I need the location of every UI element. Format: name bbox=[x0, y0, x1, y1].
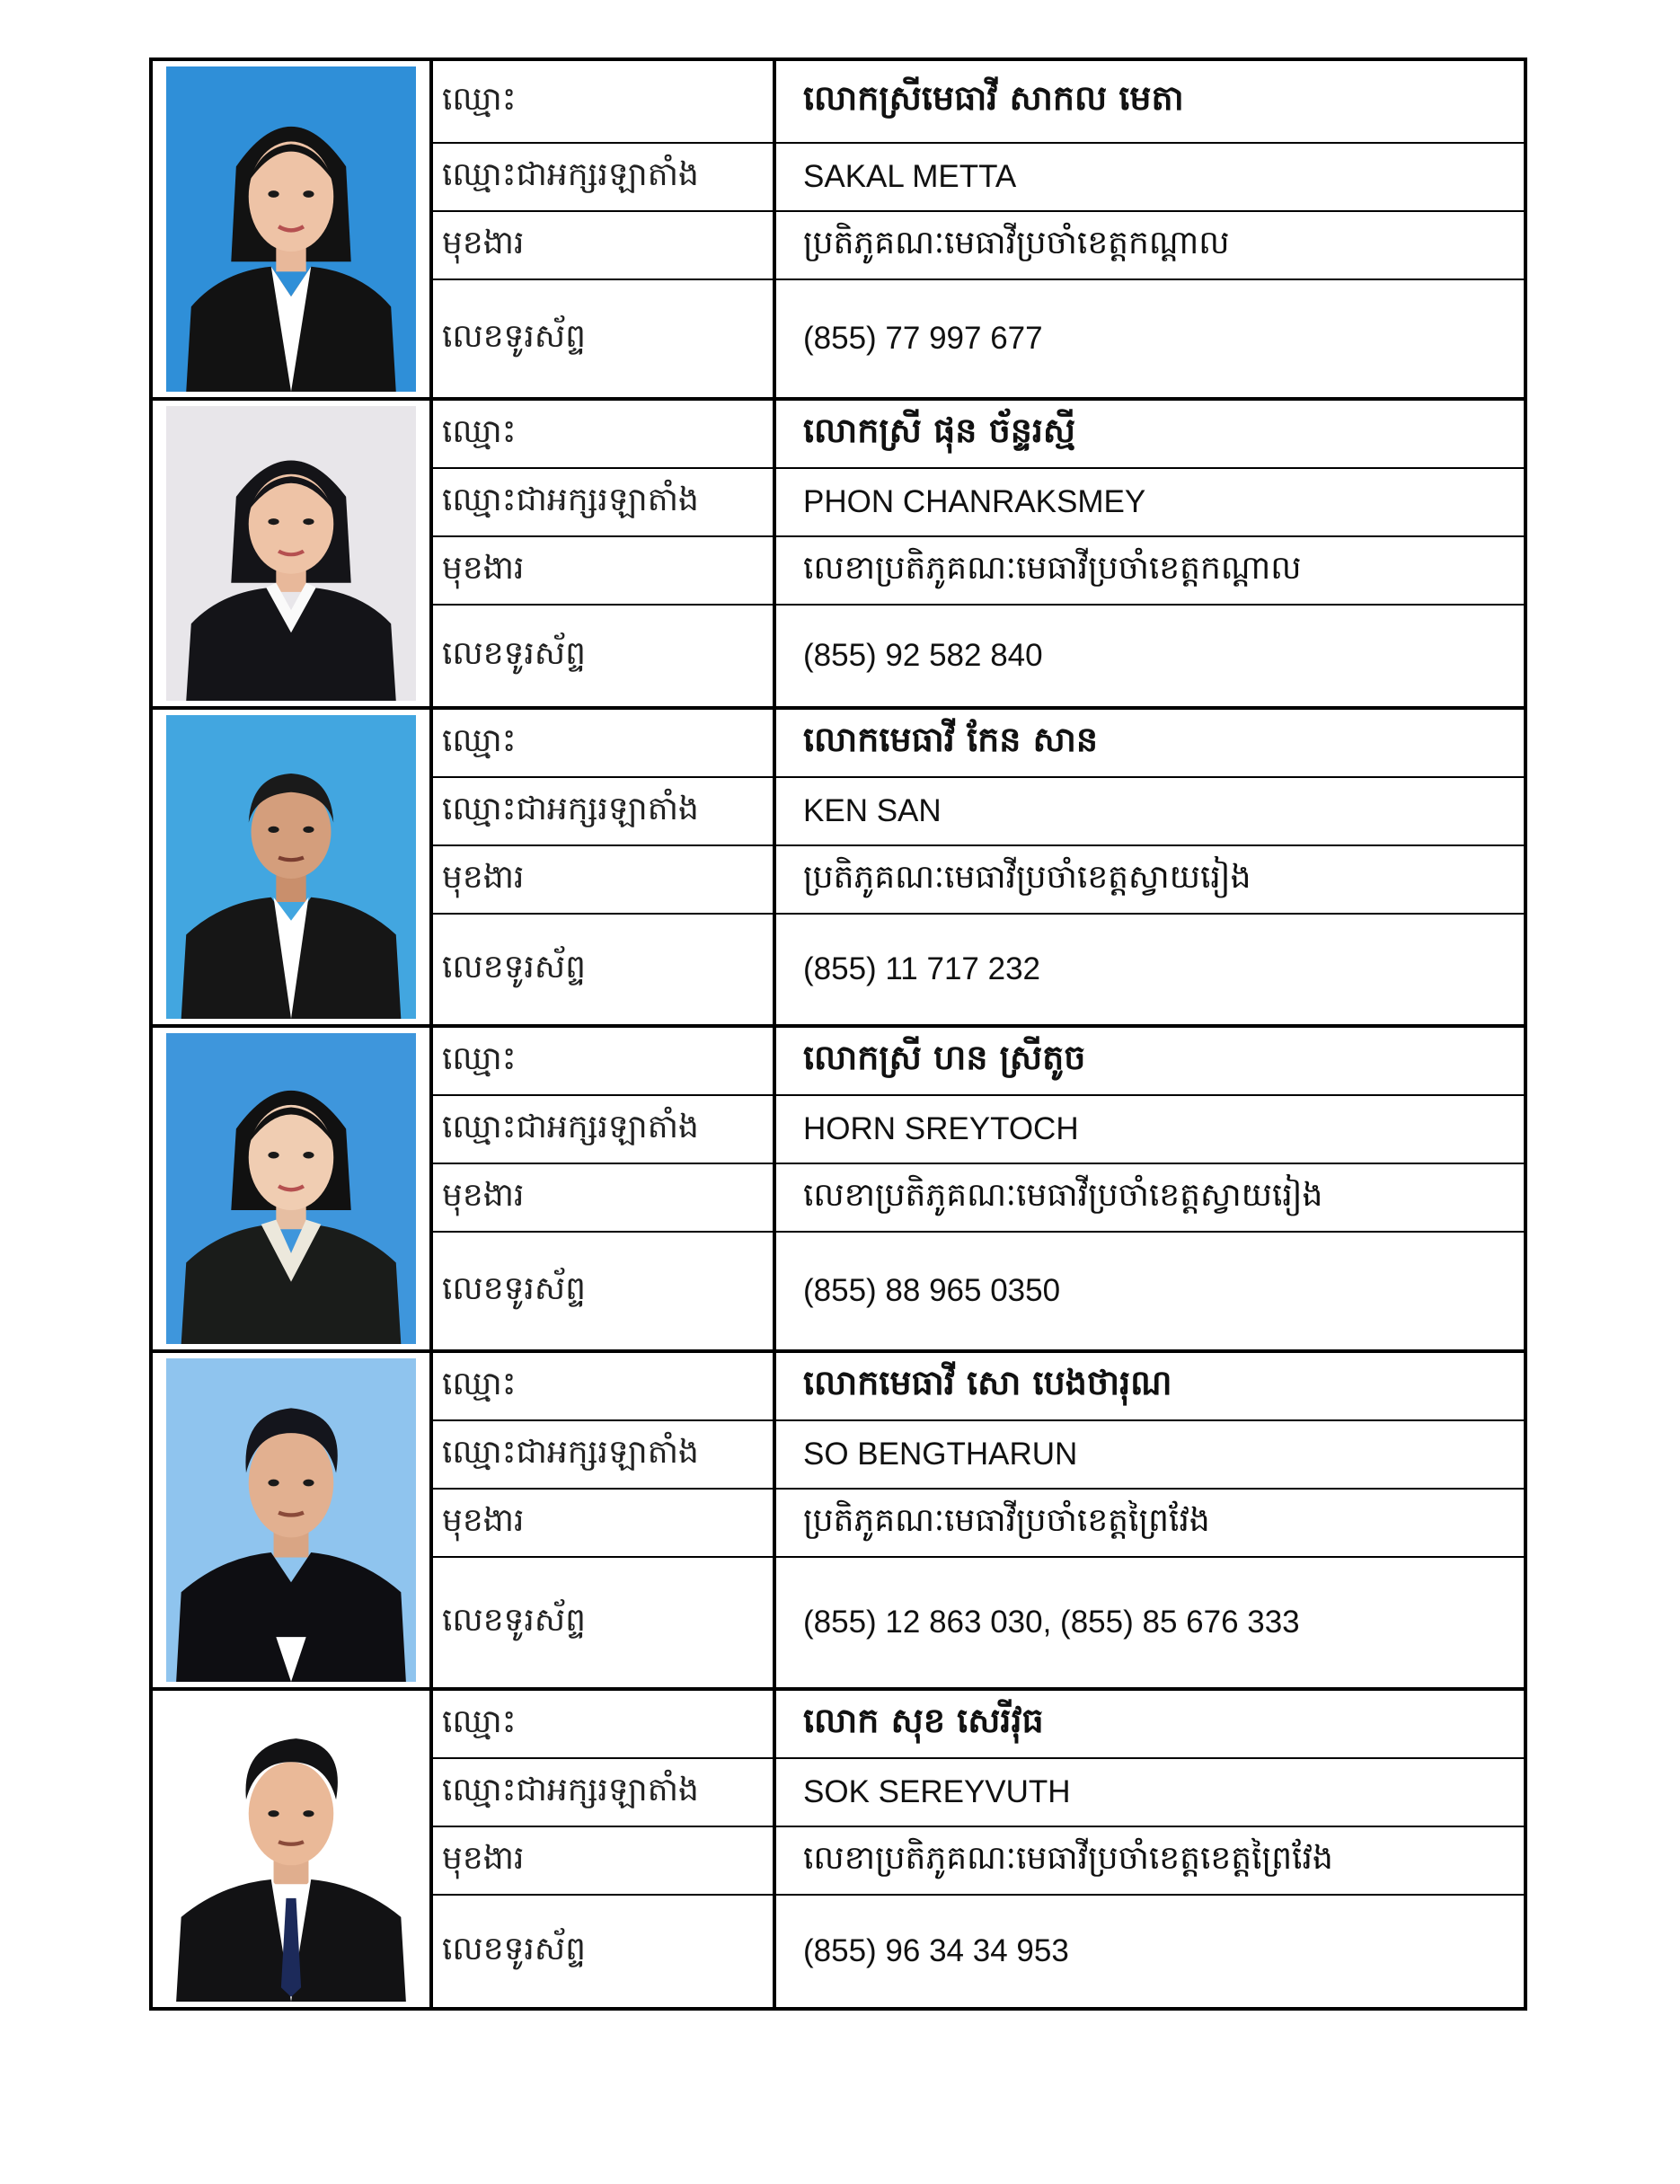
record-fields bbox=[433, 710, 1524, 1024]
position-value: ប្រតិភូគណៈមេធាវីប្រចាំខេត្តកណ្តាល bbox=[803, 224, 1230, 261]
phone-value[interactable]: (855) 11 717 232 bbox=[803, 951, 1041, 986]
photo-cell bbox=[153, 1028, 433, 1349]
record-fields bbox=[433, 1028, 1524, 1349]
directory-record bbox=[153, 401, 1524, 710]
latin-name-row bbox=[433, 1421, 1524, 1490]
latin-name-label: ឈ្មោះជាអក្សរឡាតាំង bbox=[433, 1096, 776, 1163]
directory-record bbox=[153, 1353, 1524, 1691]
name-label: ឈ្មោះ bbox=[433, 61, 776, 142]
latin-name-row bbox=[433, 1096, 1524, 1164]
photo-cell bbox=[153, 401, 433, 706]
position-row bbox=[433, 1827, 1524, 1896]
position-label: មុខងារ bbox=[433, 846, 776, 913]
position-value: លេខាប្រតិភូគណៈមេធាវីប្រចាំខេត្តខេត្តព្រៃវែង bbox=[803, 1839, 1333, 1877]
phone-value[interactable]: (855) 96 34 34 953 bbox=[803, 1933, 1069, 1968]
latin-name: SO BENGTHARUN bbox=[803, 1437, 1078, 1472]
photo-cell bbox=[153, 710, 433, 1024]
name-label: ឈ្មោះ bbox=[433, 1353, 776, 1419]
phone-label: លេខទូរស័ព្ទ bbox=[433, 1558, 776, 1687]
latin-name-row bbox=[433, 1759, 1524, 1827]
latin-name: HORN SREYTOCH bbox=[803, 1111, 1079, 1146]
photo-cell bbox=[153, 1353, 433, 1687]
name-row bbox=[433, 1353, 1524, 1421]
record-fields bbox=[433, 61, 1524, 397]
position-label: មុខងារ bbox=[433, 212, 776, 279]
position-value: លេខាប្រតិភូគណៈមេធាវីប្រចាំខេត្តកណ្តាល bbox=[803, 549, 1302, 587]
latin-name-row bbox=[433, 778, 1524, 846]
phone-label: លេខទូរស័ព្ទ bbox=[433, 1896, 776, 2007]
name-row bbox=[433, 401, 1524, 469]
latin-name: SAKAL METTA bbox=[803, 159, 1017, 194]
name-row bbox=[433, 61, 1524, 144]
portrait-photo bbox=[166, 1033, 416, 1344]
latin-name: KEN SAN bbox=[803, 793, 942, 828]
record-fields bbox=[433, 1691, 1524, 2007]
latin-name: PHON CHANRAKSMEY bbox=[803, 484, 1146, 519]
portrait-photo bbox=[166, 66, 416, 392]
directory-record bbox=[153, 1028, 1524, 1353]
latin-name-label: ឈ្មោះជាអក្សរឡាតាំង bbox=[433, 144, 776, 210]
portrait-photo bbox=[166, 1696, 416, 2002]
khmer-name: លោកស្រី ហន ស្រីតូច bbox=[803, 1038, 1086, 1077]
phone-label: លេខទូរស័ព្ទ bbox=[433, 915, 776, 1024]
latin-name-row bbox=[433, 144, 1524, 212]
directory-record bbox=[153, 1691, 1524, 2007]
record-fields bbox=[433, 1353, 1524, 1687]
position-row bbox=[433, 846, 1524, 915]
name-label: ឈ្មោះ bbox=[433, 1691, 776, 1757]
latin-name-label: ឈ្មោះជាអក្សរឡាតាំង bbox=[433, 469, 776, 535]
position-row bbox=[433, 537, 1524, 606]
name-label: ឈ្មោះ bbox=[433, 710, 776, 776]
khmer-name: លោកស្រីមេធាវី សាកល មេតា bbox=[803, 78, 1184, 118]
photo-cell bbox=[153, 61, 433, 397]
photo-cell bbox=[153, 1691, 433, 2007]
position-row bbox=[433, 1490, 1524, 1558]
position-label: មុខងារ bbox=[433, 1827, 776, 1894]
position-label: មុខងារ bbox=[433, 1490, 776, 1556]
directory-record bbox=[153, 710, 1524, 1028]
directory-record bbox=[153, 61, 1524, 401]
phone-label: លេខទូរស័ព្ទ bbox=[433, 606, 776, 706]
latin-name-label: ឈ្មោះជាអក្សរឡាតាំង bbox=[433, 1759, 776, 1826]
position-row bbox=[433, 212, 1524, 280]
phone-value[interactable]: (855) 88 965 0350 bbox=[803, 1273, 1061, 1308]
khmer-name: លោកស្រី ផុន ច័ន្ទរស្មី bbox=[803, 411, 1076, 450]
phone-value[interactable]: (855) 92 582 840 bbox=[803, 638, 1043, 673]
staff-directory-table bbox=[149, 57, 1527, 2011]
phone-row bbox=[433, 606, 1524, 706]
phone-row bbox=[433, 1896, 1524, 2007]
position-label: មុខងារ bbox=[433, 537, 776, 604]
position-row bbox=[433, 1164, 1524, 1233]
phone-row bbox=[433, 915, 1524, 1024]
position-value: ប្រតិភូគណៈមេធាវីប្រចាំខេត្តស្វាយរៀង bbox=[803, 858, 1251, 896]
phone-row bbox=[433, 280, 1524, 397]
phone-value[interactable]: (855) 77 997 677 bbox=[803, 321, 1043, 356]
portrait-photo bbox=[166, 406, 416, 701]
phone-label: លេខទូរស័ព្ទ bbox=[433, 1233, 776, 1349]
latin-name-row bbox=[433, 469, 1524, 537]
name-label: ឈ្មោះ bbox=[433, 1028, 776, 1094]
phone-row bbox=[433, 1233, 1524, 1349]
position-label: មុខងារ bbox=[433, 1164, 776, 1231]
name-row bbox=[433, 1028, 1524, 1096]
position-value: លេខាប្រតិភូគណៈមេធាវីប្រចាំខេត្តស្វាយរៀង bbox=[803, 1176, 1323, 1214]
latin-name-label: ឈ្មោះជាអក្សរឡាតាំង bbox=[433, 1421, 776, 1488]
phone-label: លេខទូរស័ព្ទ bbox=[433, 280, 776, 397]
name-row bbox=[433, 710, 1524, 778]
latin-name: SOK SEREYVUTH bbox=[803, 1774, 1071, 1809]
name-row bbox=[433, 1691, 1524, 1759]
khmer-name: លោក សុខ សេរីវុធ bbox=[803, 1701, 1044, 1740]
portrait-photo bbox=[166, 1358, 416, 1682]
position-value: ប្រតិភូគណៈមេធាវីប្រចាំខេត្តព្រៃវែង bbox=[803, 1501, 1210, 1539]
name-label: ឈ្មោះ bbox=[433, 401, 776, 467]
khmer-name: លោកមេធាវី សោ បេងថារុណ bbox=[803, 1363, 1172, 1402]
latin-name-label: ឈ្មោះជាអក្សរឡាតាំង bbox=[433, 778, 776, 844]
khmer-name: លោកមេធាវី កែន សាន bbox=[803, 720, 1098, 759]
record-fields bbox=[433, 401, 1524, 706]
phone-value[interactable]: (855) 12 863 030, (855) 85 676 333 bbox=[803, 1605, 1300, 1640]
phone-row bbox=[433, 1558, 1524, 1687]
portrait-photo bbox=[166, 715, 416, 1019]
